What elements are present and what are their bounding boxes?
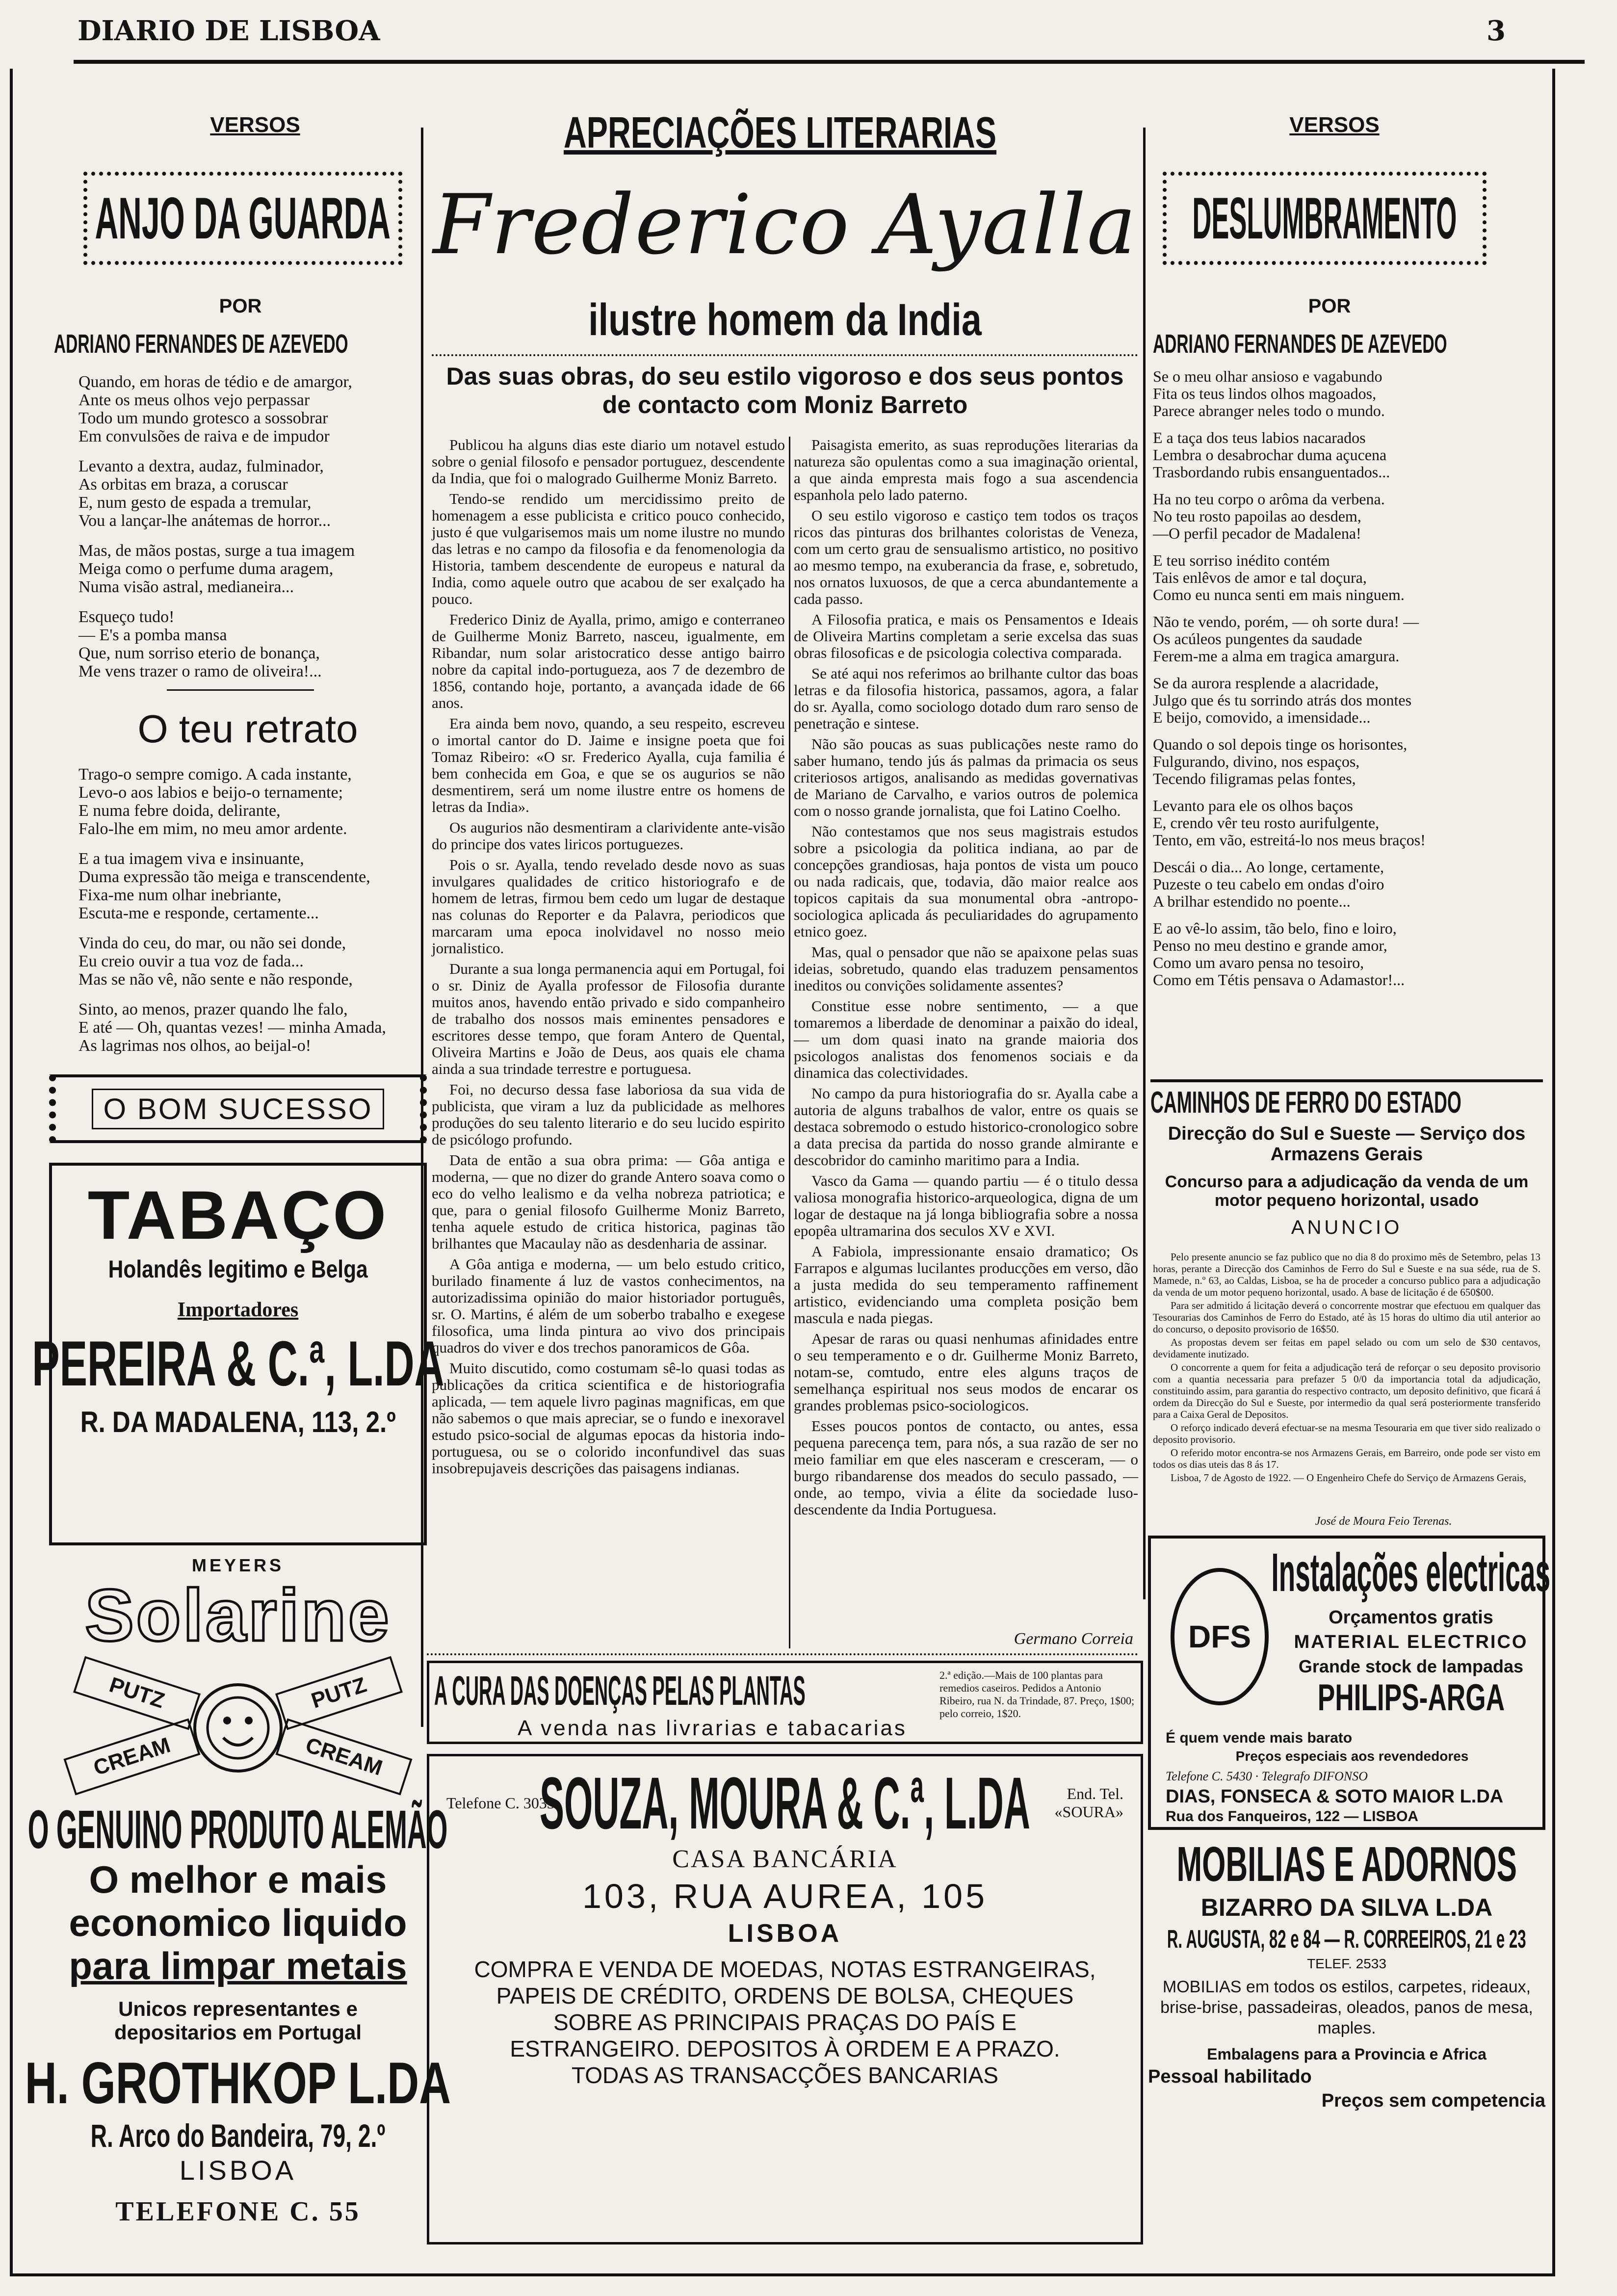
mob-title-wrap [1148, 1837, 1545, 1891]
stanza: Se da aurora resplende a alacridade, Julgo que és tu sorrindo atrás dos montes E beijo, comovido, a imensidade... [1153, 674, 1412, 726]
left-poem2 [78, 765, 422, 1067]
banner-text: O BOM SUCESSO [92, 1089, 384, 1129]
dfs-firm: DIAS, FONSECA & SOTO MAIOR L.DA [1166, 1786, 1504, 1807]
ad-bom-sucesso-banner [49, 1074, 427, 1143]
stanza: E ao vê-lo assim, tão belo, fino e loiro, Penso no meu destino e grande amor, Como um avaro pensa no tesoiro, Como em Tétis pensava o Adamastor!... [1153, 919, 1405, 989]
stanza: Se o meu olhar ansioso e vagabundo Fita os teus lindos olhos magoados, Parece abranger neles todo o mundo. [1153, 367, 1385, 419]
divider [167, 689, 314, 691]
ad-solarine-emblem [56, 1654, 419, 1801]
mob-line3: Preços sem competencia [1321, 2090, 1545, 2111]
right-by: POR [1308, 295, 1351, 317]
notice-title: CAMINHOS DE FERRO DO ESTADO [1150, 1086, 1461, 1120]
paragraph: Muito discutido, como costumam sê-lo quasi todas as publicações da critica scientifica e de historiografia aplicada, — tem aquele livro paginas magnificas, em que não sabemos o que mais apreciar, se o fundo e inexoravel estudo psico-social de algumas epocas da historia indo-portuguesa, ou se o colorido inconfundivel das suas insobrepujaveis descrições das paisagens indianas. [432, 1359, 785, 1477]
ad-tabaco-firm: PEREIRA & C.ª, L.DA [31, 1328, 444, 1399]
sun-face-icon [189, 1669, 287, 1787]
stanza: E a tua imagem viva e insinuante, Duma expressão tão meiga e transcendente, Fixa-me num olhar inebriante, Escuta-me e responde, certamente... [78, 850, 370, 922]
mob-line1: Embalagens para a Provincia e Africa [1207, 2045, 1487, 2063]
ad-dfs [1148, 1536, 1551, 1830]
ad-plantas-title: A CURA DAS DOENÇAS PELAS PLANTAS [434, 1668, 806, 1714]
notice-concurso: Concurso para a adjudicação da venda de um motor pequeno horizontal, usado [1165, 1173, 1529, 1210]
notice-anuncio: ANUNCIO [1291, 1217, 1403, 1238]
ad-tabaco-title: TABAÇO [87, 1176, 389, 1253]
dotted-rule [432, 354, 1138, 356]
paragraph: Tendo-se rendido um mercidissimo preito de homenagem a esse publicista e critico pouco conhecido, justo é que vulgarisemos mais um nome ilustre no mundo das letras e no campo da filosofia e da fenomenologia da Historia, tambem descendente de europeus e natural da India, como aquele outro que acabou de ser exalçado ha pouco. [432, 490, 785, 607]
notice-paragraph: Pelo presente anuncio se faz publico que no dia 8 do proximo mês de Setembro, pelas 13 horas, perante a Direcção dos Caminhos de Ferro do Sul e Sueste e na sua séde, rua de S. Mamede, n.º 63, ao Caldas, Lisboa, se ha de proceder a concurso publico para a adjudicação da venda de um motor pequeno horizontal, usado. A base de licitação é de 650$00. [1153, 1251, 1540, 1298]
mob-address-wrap [1148, 1925, 1545, 1954]
right-author: ADRIANO FERNANDES DE AZEVEDO [1153, 329, 1447, 359]
article-column-rule [789, 437, 790, 1648]
dfs-logo-icon [1171, 1568, 1269, 1705]
paragraph: No campo da pura historiografia do sr. Ayalla cabe a autoria de alguns trabalhos de valor, entre os quais se destaca sobremodo o estudo historico-cronologico sobre a data precisa da partida do nosso grande almirante e descobridor do caminho maritimo para a India. [794, 1085, 1138, 1169]
left-author: ADRIANO FERNANDES DE AZEVEDO [54, 329, 348, 359]
dfs-logo-text: DFS [1188, 1619, 1251, 1654]
left-poem [78, 373, 417, 692]
dfs-line3: Grande stock de lampadas [1298, 1656, 1524, 1676]
left-poem-title: ANJO DA GUARDA [95, 185, 391, 251]
paragraph: Paisagista emerito, as suas reproduções literarias da natureza são opulentas como a sua imaginação oriental, a que ainda empresta mais fogo a sua ascendencia espanhola pelo lado paterno. [794, 436, 1138, 503]
notice-paragraph: O concorrente a quem for feita a adjudicação terá de reforçar o seu deposito provisorio com a quantia necessaria para prefazer 5 0/0 da importancia total da adjudicação, constituindo assim, para garantia do respectivo contracto, um deposito definitivo, que ficará á ordem da Direcção do Sul e Sueste, por intermedio da qual será posteriormente transferido para a Caixa Geral de Depositos. [1153, 1361, 1540, 1420]
dfs-title: Instalações electricas [1271, 1542, 1551, 1603]
stanza: Não te vendo, porém, — oh sorte dura! — Os acúleos pungentes da saudade Ferem-me a alma em tragica amargura. [1153, 613, 1419, 665]
notice-paragraph: O reforço indicado deverá efectuar-se na mesma Tesouraria em que tiver sido realizado o deposito provisorio. [1153, 1422, 1540, 1445]
masthead-title: DIARIO DE LISBOA [78, 15, 380, 47]
notice-body [1153, 1251, 1540, 1511]
center-headline: Frederico Ayalla [433, 177, 1137, 273]
paragraph: Esses poucos pontos de contacto, ou antes, essa pequena parecença tem, para nós, a sua razão de ser no meio familiar em que eles nasceram e cresceram, — o burgo ribandarense dos meados do seculo passado, — onde, ao tempo, vivia a élite da sociedade luso-descendente da India Portuguesa. [794, 1417, 1138, 1518]
dfs-line2: MATERIAL ELECTRICO [1294, 1632, 1528, 1652]
notice-signer: José de Moura Feio Terenas. [1315, 1515, 1452, 1528]
paragraph: Se até aqui nos referimos ao brilhante cultor das boas letras e da filosofia historica, passamos, agora, a falar do sr. Ayalla, como sociologo dotado dum raro senso de penetração e sintese. [794, 665, 1138, 732]
paragraph: Apesar de raras ou quasi nenhumas afinidades entre o seu temperamento e o dr. Guilherme Moniz Barreto, notam-se, comtudo, entre eles alguns traços de semelhança espiritual nos seus modos de encarar os grandes problemas psico-sociologicos. [794, 1330, 1138, 1414]
dfs-brand: PHILIPS-ARGA [1317, 1677, 1505, 1719]
ad-souza-telegraph: End. Tel. «SOURA» [1054, 1785, 1123, 1821]
center-kicker: APRECIAÇÕES LITERARIAS [563, 108, 997, 157]
putz-label-left: PUTZ [73, 1656, 201, 1730]
ad-solarine-line4: para limpar metais [69, 1944, 407, 1987]
paragraph: Não são poucas as suas publicações neste ramo do saber humano, tendo jús ás palmas da primacia os seus criteriosos artigos, analisando as medidas governativas de Mariano de Carvalho, e varios outros de polemica com o nosso grande jornalista, que foi Latino Coelho. [794, 735, 1138, 819]
mob-text: MOBILIAS em todos os estilos, carpetes, rideaux, brise-brise, passadeiras, oleados, panos de mesa, maples. [1160, 1978, 1533, 2037]
ad-souza-phone: Telefone C. 3033 [446, 1794, 555, 1812]
stanza: Trago-o sempre comigo. A cada instante, Levo-o aos labios e beijo-o ternamente; E numa febre doida, delirante, Falo-lhe em mim, no meu amor ardente. [78, 765, 352, 838]
ad-solarine [25, 1550, 451, 2227]
paragraph: Não contestamos que nos seus magistrais estudos sobre a psicologia da politica indiana, ao par de concepções grandiosas, haja pontos de vista um pouco ou nada radicais, que, todavia, dão maior realce aos topicos capitais da sua monumental obra -antropo-sociologica aplicada ás peculiaridades do agrupamento etnico goez. [794, 823, 1138, 940]
poem2-title: O teu retrato [137, 707, 358, 751]
ad-solarine-firm: H. GROTHKOP L.DA [25, 2050, 451, 2116]
ad-solarine-phone: TELEFONE C. 55 [115, 2196, 361, 2227]
ad-tabaco-address: R. DA MADALENA, 113, 2.º [80, 1406, 396, 1438]
paragraph: A Fabiola, impressionante ensaio dramatico; Os Farrapos e algumas lucilantes producções em verso, dão a justa medida do seu temperamento raffinement artistico, evidenciando uma completa posição bem mascula e nada piegas. [794, 1243, 1138, 1327]
notice-paragraph: Para ser admitido á licitação deverá o concorrente mostrar que efectuou em qualquer das Tesourarias dos Caminhos de Ferro do Estado, até às 15 horas do ultimo dia util anterior ao do concurso, o deposito provisorio de 16$50. [1153, 1300, 1540, 1335]
dfs-phone: Telefone C. 5430 · Telegrafo DIFONSO [1166, 1769, 1368, 1783]
ad-solarine-line3: economico liquido [69, 1901, 407, 1944]
ad-plantas-sub: A venda nas livrarias e tabacarias [518, 1716, 907, 1740]
paragraph: Era ainda bem novo, quando, a seu respeito, escreveu o imortal cantor do D. Jaime e insigne poeta que foi Tomaz Ribeiro: «O sr. Frederico Ayalla, cuja familia é bem conhecida em Goa, e que se os augurios se não desmentirem, será um nome ilustre entre os homens de letras da India». [432, 715, 785, 815]
paragraph: A Filosofia pratica, e mais os Pensamentos e Ideais de Oliveira Martins completam a serie excelsa das suas obras filosoficas e de psicologia colectiva comparada. [794, 611, 1138, 661]
center-deck: Das suas obras, do seu estilo vigoroso e dos seus pontos de contacto com Moniz Barreto [446, 363, 1124, 418]
ad-solarine-city: LISBOA [179, 2155, 297, 2186]
stanza: Esqueço tudo! — E's a pomba mansa Que, num sorriso eterio de bonança, Me vens trazer o ramo de oliveira!... [78, 608, 322, 680]
dfs-line5: Preços especiais aos revendedores [1235, 1748, 1469, 1764]
stanza: E teu sorriso inédito contém Tais enlêvos de amor e tal doçura, Como eu nunca senti em mais ninguem. [1153, 551, 1405, 603]
ad-tabaco-sub: Holandês legitimo e Belga [108, 1255, 368, 1283]
notice-title-wrap [1150, 1085, 1543, 1118]
ad-mobilias [1148, 1837, 1545, 2264]
stanza: Quando o sol depois tinge os horisontes, Fulgurando, divino, nos espaços, Tecendo filigramas pelas fontes, [1153, 735, 1408, 787]
left-by: POR [219, 295, 262, 317]
ad-plantas-side: 2.ª edição.—Mais de 100 plantas para remedios caseiros. Pedidos a Antonio Ribeiro, rua N. da Trindade, 87. Preço, 1$00; pelo correio, 1$20. [939, 1669, 1135, 1720]
article-column-1 [432, 437, 785, 1648]
stanza: Ha no teu corpo o arôma da verbena. No teu rosto papoilas ao desdem, —O perfil pecador de Madalena! [1153, 490, 1385, 542]
right-title-box [1163, 172, 1487, 265]
ad-solarine-brand: Solarine [85, 1574, 391, 1656]
paragraph: Durante a sua longa permanencia aqui em Portugal, foi o sr. Diniz de Ayalla professor de Filosofia durante muitos anos, havendo então privado e sido companheiro de trabalho dos nossos mais eminentes pensadores e escritores desse tempo, que foram Antero de Quental, Oliveira Martins e João de Deus, aos quais ele chama ainda a sua trindade terrestre e portuguesa. [432, 960, 785, 1077]
ad-souza-moura [427, 1754, 1143, 2244]
stanza: Quando, em horas de tédio e de amargor, Ante os meus olhos vejo perpassar Todo um mundo grotesco a sossobrar Em convulsões de raiva e de impudor [78, 373, 352, 445]
notice-paragraph: Lisboa, 7 de Agosto de 1922. — O Engenheiro Chefe do Serviço de Armazens Gerais, [1171, 1472, 1526, 1484]
paragraph: Data de então a sua obra prima: — Gôa antiga e moderna, — que no dizer do grande Antero soava como o eco do velho lealismo e da velha nobreza patriotica; e que, para o genial filosofo Guilherme Moniz Barreto, tenha aquele estudo de critica historica, paginas tão brilhantes que Macaulay não as desdenharia de assinar. [432, 1151, 785, 1252]
cream-label-right: CREAM [276, 1719, 413, 1796]
paragraph: O seu estilo vigoroso e castiço tem todos os traços ricos das pinturas dos brilhantes coloristas de Veneza, com um certo grau de sensualismo artistico, no positivo ao mesmo tempo, na exuberancia da frase, e, sobretudo, nos ornatos luxuosos, de que a cerca abundantemente a cada passo. [794, 507, 1138, 607]
notice-paragraph: As propostas devem ser feitas em papel selado ou com um selo de $30 centavos, devidamente inutizado. [1153, 1336, 1540, 1360]
stanza: Mas, de mãos postas, surge a tua imagem Meiga como o perfume duma aragem, Numa visão astral, medianeira... [78, 542, 355, 596]
notice-rule [1150, 1079, 1543, 1082]
masthead-rule [74, 60, 1585, 64]
ad-solarine-line2: O melhor e mais [89, 1858, 387, 1901]
ad-plantas [427, 1661, 1143, 1744]
putz-label-right: PUTZ [275, 1656, 403, 1730]
dfs-line4: É quem vende mais barato [1166, 1730, 1353, 1746]
ad-souza-title-wrap [540, 1762, 1030, 1844]
dotted-rule [427, 1653, 1138, 1655]
mob-address: R. AUGUSTA, 82 e 84 — R. CORREEIROS, 21 e 23 [1167, 1925, 1526, 1954]
mob-firm: BIZARRO DA SILVA L.DA [1200, 1894, 1493, 1921]
paragraph: Constitue esse nobre sentimento, — a que tomaremos a liberdade de denominar a paixão do ideal, — um dom quasi inato na grande maioria dos psicologos analistas dos fenomenos sociais e da dinamica das colectividades. [794, 997, 1138, 1081]
article-signature: Germano Correia [1014, 1630, 1133, 1648]
left-kicker: VERSOS [210, 113, 300, 137]
paragraph: Publicou ha alguns dias este diario um notavel estudo sobre o genial filosofo e pensador portuguez, descendente da India, que foi o malogrado Guilherme Moniz Barreto. [432, 436, 785, 487]
cream-label-left: CREAM [64, 1719, 201, 1796]
mob-tel: TELEF. 2533 [1307, 1956, 1386, 1971]
paragraph: Vasco da Gama — quando partiu — é o titulo dessa valiosa monografia historico-arqueologica, digna de um logar de destaque na já longa bibliografia sobre a nossa epopêa ultramarina dos seculos XV e XVI. [794, 1172, 1138, 1239]
ad-souza-address: 103, RUA AUREA, 105 [582, 1877, 988, 1915]
stanza: Levanto a dextra, audaz, fulminador, As orbitas em braza, a coruscar E, num gesto de espada a tremular, Vou a lançar-lhe anátemas de horror... [78, 457, 331, 530]
right-kicker: VERSOS [1289, 113, 1380, 137]
column-rule-right [1143, 128, 1146, 1599]
mob-line2: Pessoal habilitado [1148, 2066, 1312, 2087]
ad-solarine-line1: O GENUINO PRODUTO ALEMÃO [28, 1800, 448, 1860]
left-title-box [83, 172, 402, 265]
ad-souza-text: COMPRA E VENDA DE MOEDAS, NOTAS ESTRANGEIRAS, PAPEIS DE CRÉDITO, ORDENS DE BOLSA, CHEQUES SOBRE AS PRINCIPAIS PRAÇAS DO PAÍS E ESTRANGEIRO. DEPOSITOS À ORDEM E A PRAZO. TODAS AS TRANSACÇÕES BANCARIAS [474, 1957, 1096, 2088]
ad-souza-title: SOUZA, MOURA & C.ª, L.DA [540, 1762, 1030, 1844]
stanza: Sinto, ao menos, prazer quando lhe falo, E até — Oh, quantas vezes! — minha Amada, As lagrimas nos olhos, ao beijal-o! [78, 1000, 386, 1055]
paragraph: Frederico Diniz de Ayalla, primo, amigo e conterraneo de Guilherme Moniz Barreto, nasceu, igualmente, em Ribandar, num solar aristocratico desse antigo bairro nobre da capital indo-portugueza, aos 7 de dezembro de 1856, contando hoje, portanto, a avançada idade de 66 anos. [432, 611, 785, 711]
paragraph: Mas, qual o pensador que não se apaixone pelas suas ideias, sobretudo, quando elas traduzem pensamentos ineditos ou convições solidamente assentes? [794, 943, 1138, 994]
right-poem [1153, 368, 1540, 998]
page-number: 3 [1487, 15, 1506, 47]
ad-tabaco [31, 1163, 444, 1545]
ad-plantas-title-wrap [434, 1667, 935, 1714]
ad-souza-header [446, 1762, 1123, 1844]
ad-solarine-reps: Unicos representantes e depositarios em Portugal [114, 1997, 362, 2044]
ad-souza-sub: CASA BANCÁRIA [672, 1845, 898, 1873]
left-author-wrap [54, 329, 432, 363]
stanza: E a taça dos teus labios nacarados Lembra o desabrochar duma açucena Trasbordando rubis ensanguentados... [1153, 429, 1390, 481]
ad-tabaco-importers: Importadores [177, 1299, 299, 1321]
mob-title: MOBILIAS E ADORNOS [1176, 1837, 1517, 1892]
right-author-wrap [1153, 329, 1531, 363]
paragraph: A Gôa antiga e moderna, — um belo estudo critico, burilado finamente á luz de vastos conhecimentos, na autorizadissima opinião do maior historiador português, sr. O. Martins, é além de um soberbo trabalho e exegese filosofica, uma linda pintura ao vivo dos principais quadros do viver e dos trechos panoramicos de Gôa. [432, 1255, 785, 1356]
article-column-2 [794, 437, 1138, 1614]
ad-souza-city: LISBOA [728, 1919, 842, 1948]
paragraph: Foi, no decurso dessa fase laboriosa da sua vida de publicista, que viram a luz da publicidade as melhores produções do seu talento literario e do seu lucido espirito de psicólogo profundo. [432, 1081, 785, 1148]
stanza: Vinda do ceu, do mar, ou não sei donde, Eu creio ouvir a tua voz de fada... Mas se não vê, não sente e não responde, [78, 934, 353, 989]
center-subhead: ilustre homem da India [588, 295, 982, 345]
right-poem-title: DESLUMBRAMENTO [1192, 185, 1457, 251]
dfs-address: Rua dos Fanqueiros, 122 — LISBOA [1166, 1808, 1419, 1825]
paragraph: Pois o sr. Ayalla, tendo revelado desde novo as suas invulgares qualidades de critico historiografo e de homem de letras, firmou bem cedo um lugar de destaque nas colunas do Reporter e da Palavra, periodicos que marcaram uma epoca inolvidavel no nosso meio jornalistico. [432, 856, 785, 957]
stanza: Descái o dia... Ao longe, certamente, Puzeste o teu cabelo em ondas d'oiro A brilhar estendido no poente... [1153, 858, 1384, 910]
notice-paragraph: O referido motor encontra-se nos Armazens Gerais, em Barreiro, onde pode ser visto em todos os dias uteis das 8 ás 17. [1153, 1447, 1540, 1470]
stanza: Levanto para ele os olhos baços E, crendo vêr teu rosto aurifulgente, Tento, em vão, estreitá-lo nos meus braços! [1153, 797, 1426, 849]
ad-solarine-maker: MEYERS [191, 1555, 285, 1575]
dfs-brand-wrap [1278, 1678, 1543, 1718]
dfs-title-wrap [1271, 1542, 1551, 1603]
paragraph: Os augurios não desmentiram a clarividente ante-visão do principe dos vates liricos portuguezes. [432, 819, 785, 853]
ad-solarine-address: R. Arco do Bandeira, 79, 2.º [90, 2117, 386, 2154]
notice-dept: Direcção do Sul e Sueste — Serviço dos Armazens Gerais [1168, 1123, 1526, 1165]
dfs-line1: Orçamentos gratis [1329, 1607, 1493, 1628]
